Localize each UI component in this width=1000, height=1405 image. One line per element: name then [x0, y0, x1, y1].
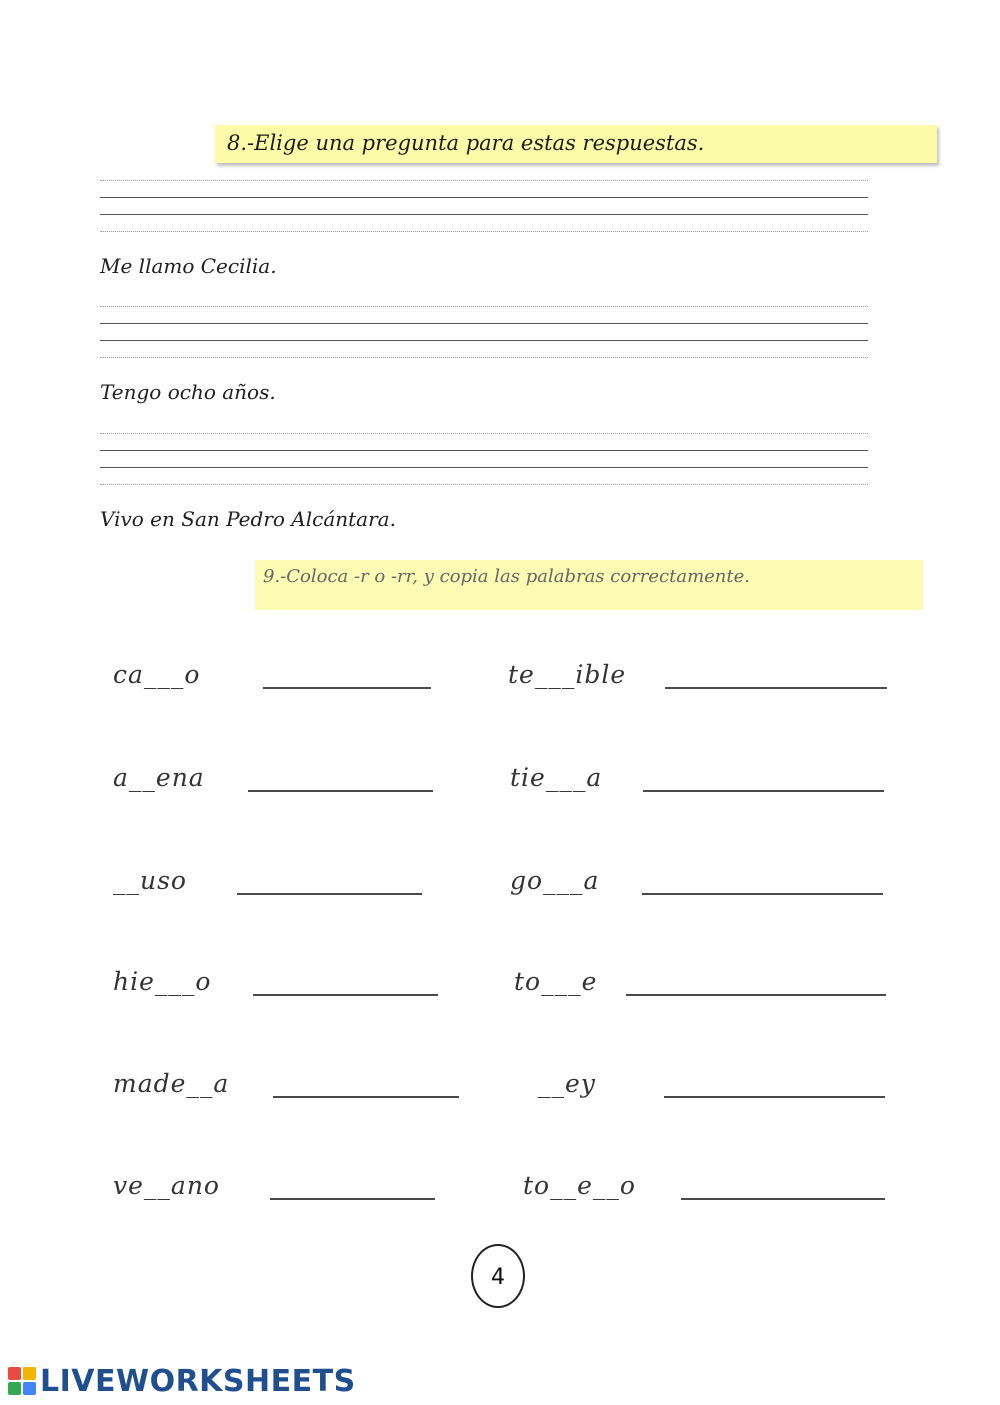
word-left-3: __uso [113, 866, 187, 895]
copy-line-left-6[interactable] [270, 1198, 435, 1200]
answer-1: Me llamo Cecilia. [100, 254, 277, 278]
copy-line-right-1[interactable] [665, 687, 887, 689]
word-left-5: made__a [113, 1069, 230, 1098]
word-left-1: ca___o [113, 660, 201, 689]
exercise-9-title [255, 560, 923, 610]
exercise-8-title [215, 125, 937, 163]
word-left-6: ve__ano [113, 1171, 220, 1200]
answer-2: Tengo ocho años. [100, 380, 276, 404]
word-right-2: tie___a [510, 763, 603, 792]
word-right-4: to___e [514, 967, 598, 996]
copy-line-right-5[interactable] [664, 1096, 885, 1098]
page-number: 4 [471, 1244, 525, 1308]
copy-line-right-3[interactable] [642, 893, 883, 895]
copy-line-left-5[interactable] [273, 1096, 459, 1098]
copy-line-left-1[interactable] [263, 687, 431, 689]
exercise-9-title-text: 9.-Coloca -r o -rr, y copia las palabras correctamente. [263, 566, 751, 587]
word-right-6: to__e__o [523, 1171, 636, 1200]
word-right-1: te___ible [508, 660, 627, 689]
copy-line-left-4[interactable] [253, 994, 438, 996]
answer-3: Vivo en San Pedro Alcántara. [100, 507, 396, 531]
liveworksheets-logo [8, 1363, 356, 1399]
copy-line-right-4[interactable] [626, 994, 886, 996]
copy-line-right-2[interactable] [643, 790, 884, 792]
copy-line-right-6[interactable] [681, 1198, 885, 1200]
exercise-8-title-text: 8.-Elige una pregunta para estas respuestas. [227, 131, 705, 155]
copy-line-left-3[interactable] [237, 893, 422, 895]
logo-text: LIVEWORKSHEETS [40, 1363, 356, 1399]
word-left-4: hie___o [113, 967, 212, 996]
word-left-2: a__ena [113, 763, 205, 792]
word-right-5: __ey [538, 1069, 596, 1098]
copy-line-left-2[interactable] [248, 790, 433, 792]
word-right-3: go___a [510, 866, 600, 895]
logo-icon [8, 1367, 36, 1395]
